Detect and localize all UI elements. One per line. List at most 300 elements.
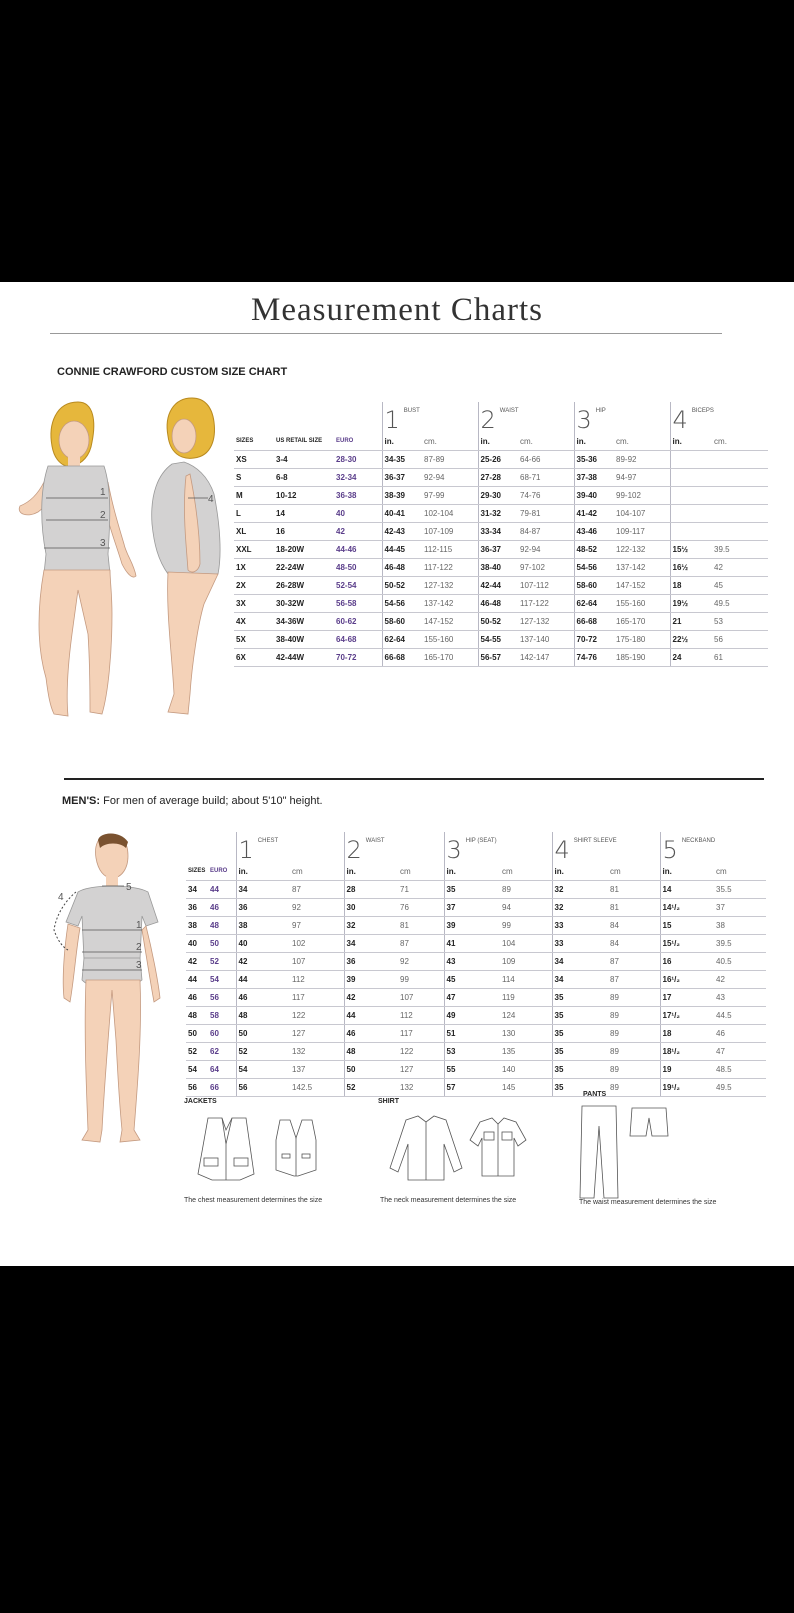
table-cell: 54 (236, 1061, 290, 1079)
table-cell: 57 (444, 1079, 500, 1097)
table-cell: 175-180 (614, 631, 670, 649)
table-cell: 28-30 (334, 451, 382, 469)
table-cell: 52 (186, 1043, 208, 1061)
table-cell: 43-46 (574, 523, 614, 541)
table-cell: 99 (398, 971, 444, 989)
table-cell: 31-32 (478, 505, 518, 523)
table-cell: 155-160 (614, 595, 670, 613)
table-cell: 79-81 (518, 505, 574, 523)
table-cell: 34 (552, 953, 608, 971)
col-us-retail: US RETAIL SIZE (274, 432, 334, 451)
table-cell: 38 (236, 917, 290, 935)
table-cell: 50 (236, 1025, 290, 1043)
jackets-label: JACKETS (184, 1098, 217, 1105)
table-cell: 155-160 (422, 631, 478, 649)
table-cell: 52 (344, 1079, 398, 1097)
table-cell: M (234, 487, 274, 505)
women-chart-heading: CONNIE CRAWFORD CUSTOM SIZE CHART (57, 366, 288, 378)
table-cell: 33 (552, 935, 608, 953)
table-cell: 56 (236, 1079, 290, 1097)
table-cell (712, 451, 768, 469)
table-cell: 46 (344, 1025, 398, 1043)
table-row (234, 577, 768, 595)
table-cell: 42-44W (274, 649, 334, 667)
table-cell: 89 (500, 881, 552, 899)
col-euro: EURO (208, 862, 236, 881)
table-cell: 56-57 (478, 649, 518, 667)
table-cell: 62-64 (574, 595, 614, 613)
shirt-label: SHIRT (378, 1098, 399, 1105)
table-cell: 54-55 (478, 631, 518, 649)
table-cell: 127-132 (518, 613, 574, 631)
table-cell: 34 (236, 881, 290, 899)
table-cell: 43 (444, 953, 500, 971)
jacket-icon (198, 1118, 254, 1180)
table-cell: 61 (712, 649, 768, 667)
table-cell: 30-32W (274, 595, 334, 613)
table-cell: 137-142 (614, 559, 670, 577)
table-cell: 92-94 (422, 469, 478, 487)
table-cell: 52 (236, 1043, 290, 1061)
table-cell: 127 (398, 1061, 444, 1079)
table-cell: 4X (234, 613, 274, 631)
table-cell: 49.5 (712, 595, 768, 613)
table-cell: 39.5 (714, 935, 766, 953)
jackets-note: The chest measurement determines the size (184, 1197, 323, 1204)
women-column-header-row (234, 432, 768, 451)
table-cell: 29-30 (478, 487, 518, 505)
table-cell: 137-140 (518, 631, 574, 649)
table-cell: 74-76 (518, 487, 574, 505)
table-cell: 16 (274, 523, 334, 541)
men-heading-label: MEN'S: (62, 795, 101, 807)
table-cell: 147-152 (422, 613, 478, 631)
table-cell: 39-40 (574, 487, 614, 505)
women-group-num: 3 (576, 406, 592, 434)
table-cell: 41-42 (574, 505, 614, 523)
table-row (234, 559, 768, 577)
shirt-illustration (380, 1114, 530, 1184)
table-cell: 35-36 (574, 451, 614, 469)
table-cell: 32 (552, 899, 608, 917)
table-cell: 89-92 (614, 451, 670, 469)
table-cell: 50 (208, 935, 236, 953)
table-cell: 34 (344, 935, 398, 953)
front-mark-3: 3 (100, 538, 106, 549)
table-cell: 107 (398, 989, 444, 1007)
table-cell: 127 (290, 1025, 344, 1043)
table-cell: 35 (552, 1007, 608, 1025)
table-cell: 42 (186, 953, 208, 971)
table-cell: 16½ (670, 559, 712, 577)
side-mark-4: 4 (208, 494, 214, 505)
men-mark-5: 5 (126, 882, 132, 893)
table-row (186, 1007, 766, 1025)
table-cell: 122 (290, 1007, 344, 1025)
col-cm: cm (500, 862, 552, 881)
men-column-header-row (186, 862, 766, 881)
table-cell: 64 (208, 1061, 236, 1079)
table-cell: 39.5 (712, 541, 768, 559)
table-cell: 15 (660, 917, 714, 935)
col-sizes: SIZES (234, 432, 274, 451)
table-cell: 44 (186, 971, 208, 989)
table-cell: 130 (500, 1025, 552, 1043)
table-cell: 32-34 (334, 469, 382, 487)
men-group-label: CHEST (257, 838, 279, 844)
table-cell: 46-48 (382, 559, 422, 577)
table-cell: 87 (398, 935, 444, 953)
col-cm: cm (714, 862, 766, 881)
col-cm: cm (398, 862, 444, 881)
table-cell: 16 (660, 953, 714, 971)
table-cell: 18¹/₂ (660, 1043, 714, 1061)
table-cell: 35.5 (714, 881, 766, 899)
table-cell: 46 (208, 899, 236, 917)
table-cell: 119 (500, 989, 552, 1007)
col-in: in. (236, 862, 290, 881)
table-row (234, 469, 768, 487)
table-row (186, 881, 766, 899)
table-cell: 42 (334, 523, 382, 541)
table-cell: 48 (344, 1043, 398, 1061)
table-cell: 137-142 (422, 595, 478, 613)
table-cell: 36-37 (382, 469, 422, 487)
table-row (234, 595, 768, 613)
table-cell: 135 (500, 1043, 552, 1061)
pants-illustration (578, 1102, 698, 1202)
table-cell: 42 (236, 953, 290, 971)
table-cell: XS (234, 451, 274, 469)
table-cell: 34-35 (382, 451, 422, 469)
table-cell: 17¹/₂ (660, 1007, 714, 1025)
table-cell: 52 (208, 953, 236, 971)
table-cell: 42 (344, 989, 398, 1007)
table-cell: 60-62 (334, 613, 382, 631)
table-cell: 102 (290, 935, 344, 953)
table-row (234, 487, 768, 505)
table-cell: 39 (444, 917, 500, 935)
men-mark-3: 3 (136, 960, 142, 971)
table-cell: 42-43 (382, 523, 422, 541)
table-cell: 47 (714, 1043, 766, 1061)
table-cell: 87 (608, 971, 660, 989)
table-cell: 117 (290, 989, 344, 1007)
table-cell: 52-54 (334, 577, 382, 595)
table-cell: 89 (608, 989, 660, 1007)
table-cell: 15½ (670, 541, 712, 559)
table-cell: 54-56 (382, 595, 422, 613)
women-figure-illustration (8, 394, 230, 724)
men-group-label: NECKBAND (681, 838, 716, 844)
table-cell: 19¹/₂ (660, 1079, 714, 1097)
table-cell: 46-48 (478, 595, 518, 613)
table-cell: 97 (290, 917, 344, 935)
table-cell: 36 (236, 899, 290, 917)
table-cell: 132 (290, 1043, 344, 1061)
table-cell: 127-132 (422, 577, 478, 595)
table-cell (712, 487, 768, 505)
col-cm: cm. (422, 432, 478, 451)
table-row (186, 1025, 766, 1043)
short-sleeve-shirt-icon (470, 1118, 526, 1176)
table-cell: 104 (500, 935, 552, 953)
table-cell: 37-38 (574, 469, 614, 487)
table-cell: 50 (186, 1025, 208, 1043)
table-cell: 56-58 (334, 595, 382, 613)
table-cell: 54 (208, 971, 236, 989)
table-cell: 70-72 (334, 649, 382, 667)
table-cell: 42 (712, 559, 768, 577)
front-mark-1: 1 (100, 487, 106, 498)
table-cell: 33 (552, 917, 608, 935)
table-cell: 37 (714, 899, 766, 917)
table-row (186, 1079, 766, 1097)
table-cell: 109 (500, 953, 552, 971)
table-cell: 84-87 (518, 523, 574, 541)
table-cell: 15¹/₂ (660, 935, 714, 953)
table-cell: 34 (552, 971, 608, 989)
table-cell: 70-72 (574, 631, 614, 649)
men-chart-heading (62, 795, 323, 807)
table-cell (670, 451, 712, 469)
table-cell: 35 (552, 1061, 608, 1079)
men-group-num: 5 (662, 836, 678, 864)
table-cell: 165-170 (614, 613, 670, 631)
table-cell: 19½ (670, 595, 712, 613)
section-divider (64, 778, 764, 780)
table-cell: 38 (714, 917, 766, 935)
col-cm: cm (290, 862, 344, 881)
table-cell (712, 469, 768, 487)
table-cell: 37 (444, 899, 500, 917)
women-group-num: 4 (672, 406, 688, 434)
table-cell: 64-66 (518, 451, 574, 469)
table-cell: 2X (234, 577, 274, 595)
table-cell: 24 (670, 649, 712, 667)
table-cell: XL (234, 523, 274, 541)
table-row (234, 451, 768, 469)
table-cell: 124 (500, 1007, 552, 1025)
table-cell: 44 (208, 881, 236, 899)
table-cell: 145 (500, 1079, 552, 1097)
table-cell: 51 (444, 1025, 500, 1043)
col-in: in. (344, 862, 398, 881)
table-cell: 38-40 (478, 559, 518, 577)
men-heading-text: For men of average build; about 5'10" height. (103, 795, 323, 807)
table-cell: 102-104 (422, 505, 478, 523)
front-mark-2: 2 (100, 510, 106, 521)
table-cell: 18 (660, 1025, 714, 1043)
table-cell: 117-122 (518, 595, 574, 613)
table-cell: 44 (236, 971, 290, 989)
table-row (234, 649, 768, 667)
col-euro: EURO (334, 432, 382, 451)
table-cell: 10-12 (274, 487, 334, 505)
table-cell: 62-64 (382, 631, 422, 649)
table-cell: 94 (500, 899, 552, 917)
measurement-sheet (0, 282, 794, 1266)
table-cell: 48 (186, 1007, 208, 1025)
table-row (234, 631, 768, 649)
table-cell: 46 (714, 1025, 766, 1043)
table-cell: 38 (186, 917, 208, 935)
table-cell: 35 (552, 1043, 608, 1061)
table-cell: 114 (500, 971, 552, 989)
table-cell: 60 (208, 1025, 236, 1043)
table-cell: 58-60 (574, 577, 614, 595)
table-cell: 48 (208, 917, 236, 935)
table-cell: 22½ (670, 631, 712, 649)
table-cell: 35 (552, 1025, 608, 1043)
table-cell: 45 (444, 971, 500, 989)
table-cell: 87 (290, 881, 344, 899)
table-cell: 87 (608, 953, 660, 971)
men-mark-1: 1 (136, 920, 142, 931)
table-cell: 14 (660, 881, 714, 899)
col-in: in. (478, 432, 518, 451)
table-cell: 46 (186, 989, 208, 1007)
table-cell: 40 (334, 505, 382, 523)
table-cell: 34 (186, 881, 208, 899)
table-cell: 32 (552, 881, 608, 899)
table-cell (670, 523, 712, 541)
table-cell: 40 (186, 935, 208, 953)
table-cell: 81 (398, 917, 444, 935)
table-cell: 40-41 (382, 505, 422, 523)
table-cell: 32 (344, 917, 398, 935)
shorts-icon (630, 1108, 668, 1136)
table-cell: 14¹/₂ (660, 899, 714, 917)
women-group-header-row (234, 402, 768, 432)
table-cell: 38-39 (382, 487, 422, 505)
table-cell: 147-152 (614, 577, 670, 595)
table-cell: 50 (344, 1061, 398, 1079)
pants-note: The waist measurement determines the size (579, 1199, 717, 1206)
table-row (186, 1061, 766, 1079)
table-cell: 92-94 (518, 541, 574, 559)
table-cell: 94-97 (614, 469, 670, 487)
table-cell: 66-68 (574, 613, 614, 631)
table-cell: 14 (274, 505, 334, 523)
table-cell: 28 (344, 881, 398, 899)
table-cell: 16¹/₂ (660, 971, 714, 989)
table-cell: 3X (234, 595, 274, 613)
table-row (186, 899, 766, 917)
table-row (186, 917, 766, 935)
table-cell: 132 (398, 1079, 444, 1097)
woman-side-figure (152, 398, 220, 714)
table-cell: 42 (714, 971, 766, 989)
col-cm: cm. (712, 432, 768, 451)
table-cell: 30 (344, 899, 398, 917)
table-row (186, 1043, 766, 1061)
table-cell: 27-28 (478, 469, 518, 487)
table-cell: 48 (236, 1007, 290, 1025)
women-size-table (234, 402, 768, 667)
table-cell: 17 (660, 989, 714, 1007)
table-cell: 47 (444, 989, 500, 1007)
table-cell: 35 (552, 1079, 608, 1097)
table-cell: 54-56 (574, 559, 614, 577)
table-cell: XXL (234, 541, 274, 559)
table-cell: 44-45 (382, 541, 422, 559)
table-cell: 66 (208, 1079, 236, 1097)
table-cell: 35 (552, 989, 608, 1007)
long-sleeve-shirt-icon (390, 1116, 462, 1180)
table-cell: 81 (608, 881, 660, 899)
table-cell: 45 (712, 577, 768, 595)
men-group-label: HIP (SEAT) (465, 838, 497, 844)
men-group-header-row (186, 832, 766, 862)
table-cell: 112-115 (422, 541, 478, 559)
table-cell: 36-38 (334, 487, 382, 505)
vest-icon (276, 1120, 316, 1176)
table-cell: 140 (500, 1061, 552, 1079)
men-group-label: SHIRT SLEEVE (573, 838, 617, 844)
col-in: in. (552, 862, 608, 881)
table-cell (670, 469, 712, 487)
table-cell: 122-132 (614, 541, 670, 559)
men-group-num: 3 (446, 836, 462, 864)
table-cell: 117-122 (422, 559, 478, 577)
table-cell: 84 (608, 917, 660, 935)
women-group-label: WAIST (499, 408, 519, 414)
table-cell: 76 (398, 899, 444, 917)
table-cell: 49.5 (714, 1079, 766, 1097)
table-cell: 48.5 (714, 1061, 766, 1079)
col-in: in. (574, 432, 614, 451)
table-cell: 40 (236, 935, 290, 953)
table-cell: L (234, 505, 274, 523)
table-cell: 36-37 (478, 541, 518, 559)
table-cell: 56 (186, 1079, 208, 1097)
table-cell: 46 (236, 989, 290, 1007)
men-group-num: 2 (346, 836, 362, 864)
table-cell: 36 (186, 899, 208, 917)
table-cell: 18 (670, 577, 712, 595)
table-cell: 34-36W (274, 613, 334, 631)
table-row (186, 935, 766, 953)
table-cell: 50-52 (478, 613, 518, 631)
table-cell: 62 (208, 1043, 236, 1061)
table-cell: 58 (208, 1007, 236, 1025)
table-row (234, 505, 768, 523)
woman-front-figure (19, 402, 136, 716)
table-cell: 19 (660, 1061, 714, 1079)
table-cell: 122 (398, 1043, 444, 1061)
table-cell: 33-34 (478, 523, 518, 541)
table-cell: 99-102 (614, 487, 670, 505)
table-cell: 81 (608, 899, 660, 917)
shirt-note: The neck measurement determines the size (380, 1197, 517, 1204)
table-cell: 26-28W (274, 577, 334, 595)
table-cell: 89 (608, 1025, 660, 1043)
table-cell: 48-52 (574, 541, 614, 559)
women-group-num: 1 (384, 406, 400, 434)
table-cell: 71 (398, 881, 444, 899)
table-cell: 53 (712, 613, 768, 631)
table-row (234, 541, 768, 559)
table-cell: 89 (608, 1007, 660, 1025)
table-cell: 36 (344, 953, 398, 971)
table-row (234, 613, 768, 631)
pants-label: PANTS (583, 1091, 607, 1098)
table-cell: 92 (398, 953, 444, 971)
col-in: in. (444, 862, 500, 881)
jackets-illustration (188, 1114, 328, 1184)
table-cell: 89 (608, 1079, 660, 1097)
